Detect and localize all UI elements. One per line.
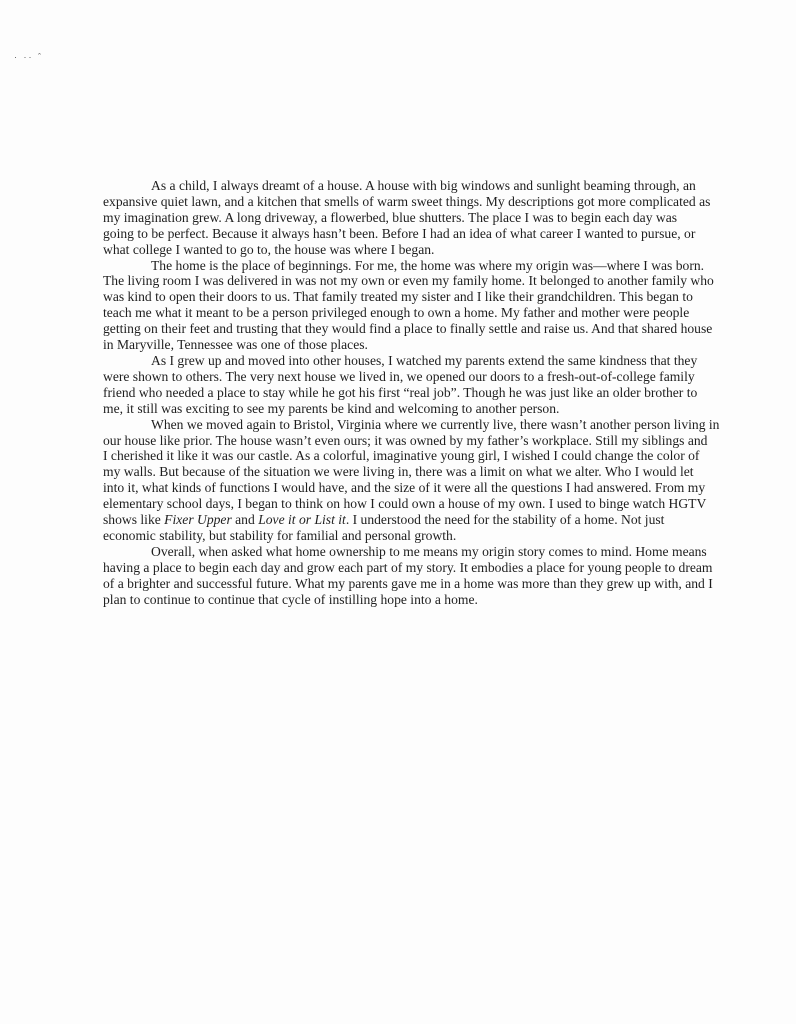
paragraph-line: teach me what it meant to be a person privileged enough to own a home. My father and mother were people (103, 305, 690, 321)
paragraph-line: what college I wanted to go to, the house was where I began. (103, 241, 435, 257)
paragraph-line: in Maryville, Tennessee was one of those places. (103, 337, 368, 353)
paragraph-line: of a brighter and successful future. What my parents gave me in a home was more than they grew up with, and I (103, 575, 713, 591)
paragraph-line: were shown to others. The very next house we lived in, we opened our doors to a fresh-out-of-college family (103, 368, 695, 384)
line-text: . I understood the need for the stability of a home. Not just (345, 512, 665, 528)
line-text: shows like (103, 512, 165, 528)
paragraph-line: getting on their feet and trusting that they would find a place to finally settle and raise us. And that shared house (103, 321, 713, 337)
paragraph-line-with-titles (55, 512, 755, 528)
paragraph-line: expansive quiet lawn, and a kitchen that smells of warm sweet things. My descriptions got more complicated as (103, 193, 711, 209)
paragraph-line: into it, what kinds of functions I would have, and the size of it were all the questions I had answered. From my (103, 480, 706, 496)
paragraph-line: having a place to begin each day and grow each part of my story. It embodies a place for young people to dream (103, 559, 713, 575)
paragraph-2 (55, 258, 755, 353)
show-title-fixer-upper: Fixer Upper (164, 512, 232, 528)
scan-artifact-marks: · ·· ˆ (14, 52, 43, 62)
paragraph-line: The home is the place of beginnings. For me, the home was where my origin was—where I was born. (151, 257, 705, 273)
paragraph-line: was kind to open their doors to us. That family treated my sister and I like their grandchildren. This began to (103, 289, 693, 305)
show-title-love-it-or-list-it: Love it or List it (258, 512, 346, 528)
paragraph-4 (55, 417, 755, 544)
paragraph-line: friend who needed a place to stay while he got his first “real job”. Though he was just like an older brother to (103, 384, 698, 400)
paragraph-line: me, it still was exciting to see my parents be kind and welcoming to another person. (103, 400, 560, 416)
paragraph-line: As a child, I always dreamt of a house. A house with big windows and sunlight beaming through, an (151, 178, 696, 193)
paragraph-3 (55, 353, 755, 417)
paragraph-line: As I grew up and moved into other houses, I watched my parents extend the same kindness that they (151, 352, 698, 368)
paragraph-line: When we moved again to Bristol, Virginia where we currently live, there wasn’t another person living in (151, 416, 720, 432)
paragraph-line: economic stability, but stability for familial and personal growth. (103, 527, 457, 543)
paragraph-line: my walls. But because of the situation we were living in, there was a limit on what we alter. Who I would let (103, 464, 694, 480)
paragraph-line: elementary school days, I began to think on how I could own a house of my own. I used to binge watch HGTV (103, 496, 707, 512)
paragraph-line: plan to continue to continue that cycle of instilling hope into a home. (103, 591, 478, 607)
paragraph-5 (55, 544, 755, 608)
paragraph-line: my imagination grew. A long driveway, a flowerbed, blue shutters. The place I was to begin each day was (103, 209, 678, 225)
paragraph-line: Overall, when asked what home ownership to me means my origin story comes to mind. Home means (151, 543, 707, 559)
essay-body (55, 178, 755, 607)
paragraph-line: I cherished it like it was our castle. As a colorful, imaginative young girl, I wished I could change the color of (103, 448, 700, 464)
paragraph-1 (55, 178, 755, 258)
paragraph-line: our house like prior. The house wasn’t even ours; it was owned by my father’s workplace. Still my siblings and (103, 432, 708, 448)
paragraph-line: The living room I was delivered in was not my own or even my family home. It belonged to another family who (103, 273, 714, 289)
paragraph-line: going to be perfect. Because it always hasn’t been. Before I had an idea of what career I wanted to pursue, or (103, 225, 696, 241)
line-text: and (231, 512, 259, 528)
